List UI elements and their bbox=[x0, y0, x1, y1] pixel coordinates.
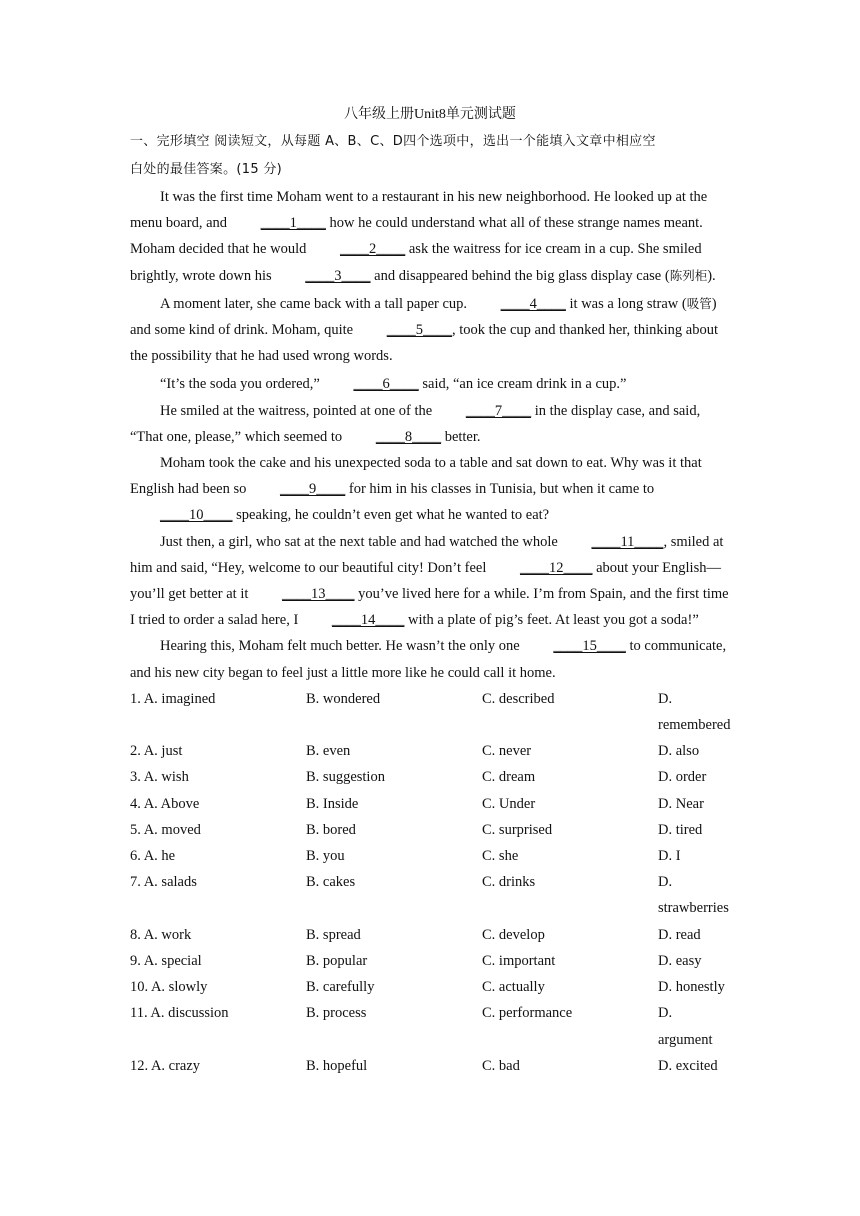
option-b: B. wondered bbox=[306, 690, 381, 707]
option-d: D. argument bbox=[658, 1005, 713, 1048]
option-c: C. dream bbox=[482, 769, 536, 786]
option-b: B. cakes bbox=[306, 874, 356, 891]
passage-text: how he could understand what all of these strange names meant. Moham decided that he would bbox=[130, 215, 703, 258]
question-row bbox=[130, 948, 730, 974]
blank-2: ____2____ bbox=[340, 241, 406, 258]
option-a: 6. A. he bbox=[130, 848, 176, 865]
option-c: C. described bbox=[482, 690, 555, 707]
option-b: B. Inside bbox=[306, 795, 359, 812]
blank-13: ____13____ bbox=[282, 586, 355, 603]
question-row bbox=[130, 738, 730, 764]
question-row bbox=[130, 686, 730, 738]
blank-15: ____15____ bbox=[553, 638, 626, 655]
question-row bbox=[130, 1053, 730, 1079]
option-a: 8. A. work bbox=[130, 926, 192, 943]
option-b: B. even bbox=[306, 743, 351, 760]
option-c: C. important bbox=[482, 952, 556, 969]
option-d: D. strawberries bbox=[658, 874, 729, 917]
page-title: 八年级上册Unit8单元测试题 bbox=[344, 107, 516, 122]
option-a: 12. A. crazy bbox=[130, 1057, 201, 1074]
passage-text: better. bbox=[441, 428, 481, 445]
question-row bbox=[130, 764, 730, 790]
option-b: B. process bbox=[306, 1005, 367, 1022]
option-c: C. bad bbox=[482, 1057, 520, 1074]
section-heading bbox=[130, 128, 730, 184]
section-heading-line1: 一、完形填空 阅读短文，从每题 A、B、C、D四个选项中，选出一个能填入文章中相应空 bbox=[130, 134, 656, 149]
blank-6: ____6____ bbox=[353, 376, 419, 393]
option-a: 9. A. special bbox=[130, 952, 202, 969]
option-a: 1. A. imagined bbox=[130, 690, 216, 707]
passage-paragraph bbox=[130, 529, 730, 634]
passage bbox=[130, 184, 730, 686]
option-c: C. drinks bbox=[482, 874, 536, 891]
blank-14: ____14____ bbox=[331, 612, 405, 629]
option-a: 2. A. just bbox=[130, 743, 183, 760]
passage-text: it was a long straw ( bbox=[565, 295, 687, 312]
option-c: C. she bbox=[482, 848, 519, 865]
option-a: 5. A. moved bbox=[130, 821, 201, 838]
passage-paragraph bbox=[130, 450, 730, 529]
option-b: B. spread bbox=[306, 926, 361, 943]
option-d: D. excited bbox=[658, 1057, 718, 1074]
passage-text: ) and some kind of drink. Moham, quite bbox=[130, 295, 717, 339]
question-row bbox=[130, 791, 730, 817]
blank-12: ____12____ bbox=[519, 559, 593, 576]
passage-paragraph bbox=[130, 291, 730, 370]
option-a: 11. A. discussion bbox=[130, 1005, 229, 1022]
blank-1: ____1____ bbox=[260, 215, 326, 232]
option-c: C. develop bbox=[482, 926, 545, 943]
question-list bbox=[130, 686, 730, 1079]
blank-11: ____11____ bbox=[591, 533, 664, 550]
option-a: 7. A. salads bbox=[130, 874, 197, 891]
question-row bbox=[130, 817, 730, 843]
option-b: B. popular bbox=[306, 952, 368, 969]
passage-paragraph bbox=[130, 184, 730, 289]
passage-text: ). bbox=[707, 267, 716, 284]
option-b: B. suggestion bbox=[306, 769, 385, 786]
option-a: 10. A. slowly bbox=[130, 979, 208, 996]
question-row bbox=[130, 974, 730, 1000]
question-row bbox=[130, 843, 730, 869]
passage-text: in the display case, and said, “That one, please,” which seemed to bbox=[130, 402, 701, 445]
option-d: D. remembered bbox=[658, 690, 731, 734]
option-d: D. tired bbox=[658, 821, 703, 838]
passage-paragraph bbox=[130, 633, 730, 685]
blank-7: ____7____ bbox=[465, 402, 532, 419]
section-heading-line2: 白处的最佳答案。(15 分) bbox=[130, 162, 283, 177]
option-a: 4. A. Above bbox=[130, 795, 200, 812]
option-a: 3. A. wish bbox=[130, 769, 189, 786]
passage-text: He smiled at the waitress, pointed at one of the bbox=[160, 402, 436, 419]
passage-text: and disappeared behind the big glass display case ( bbox=[370, 267, 670, 284]
blank-3: ____3____ bbox=[305, 267, 371, 284]
gloss-text: 吸管 bbox=[686, 295, 712, 311]
option-d: D. also bbox=[658, 743, 700, 760]
option-d: D. I bbox=[658, 848, 681, 865]
blank-10: ____10____ bbox=[160, 507, 233, 524]
question-row bbox=[130, 922, 730, 948]
worksheet-page bbox=[130, 100, 730, 1079]
question-row bbox=[130, 869, 730, 921]
passage-text: speaking, he couldn’t even get what he wanted to eat? bbox=[232, 507, 550, 524]
passage-text: Just then, a girl, who sat at the next table and had watched the whole bbox=[160, 533, 562, 550]
option-d: D. order bbox=[658, 769, 707, 786]
blank-4: ____4____ bbox=[500, 295, 566, 312]
passage-text: , took the cup and thanked her, thinking about the possibility that he had used wrong words. bbox=[130, 322, 718, 365]
option-b: B. you bbox=[306, 848, 345, 865]
passage-text: you’ve lived here for a while. I’m from Spain, and the first time I tried to order a salad here, I bbox=[130, 586, 729, 629]
option-d: D. easy bbox=[658, 952, 702, 969]
gloss-text: 陈列柜 bbox=[669, 267, 708, 283]
passage-text: Moham took the cake and his unexpected soda to a table and sat down to eat. Why was it that English had been so bbox=[130, 455, 702, 498]
passage-text: about your English—you’ll get better at it bbox=[130, 559, 721, 603]
option-c: C. performance bbox=[482, 1005, 573, 1022]
blank-8: ____8____ bbox=[375, 428, 442, 445]
passage-text: for him in his classes in Tunisia, but when it came to bbox=[345, 481, 655, 498]
option-c: C. Under bbox=[482, 795, 536, 812]
passage-text: ask the waitress for ice cream in a cup. She smiled brightly, wrote down his bbox=[130, 241, 702, 284]
passage-text: , smiled at him and said, “Hey, welcome to our beautiful city! Don’t feel bbox=[130, 533, 724, 576]
blank-5: ____5____ bbox=[386, 322, 452, 339]
passage-paragraph bbox=[130, 371, 730, 397]
option-d: D. honestly bbox=[658, 979, 725, 996]
option-c: C. never bbox=[482, 743, 532, 760]
passage-text: It was the first time Moham went to a restaurant in his new neighborhood. He looked up at the menu board, and bbox=[130, 189, 708, 232]
option-c: C. actually bbox=[482, 979, 545, 996]
option-d: D. Near bbox=[658, 795, 704, 812]
blank-9: ____9____ bbox=[280, 481, 346, 498]
option-b: B. bored bbox=[306, 821, 356, 838]
passage-text: with a plate of pig’s feet. At least you got a soda!” bbox=[404, 612, 699, 629]
option-b: B. hopeful bbox=[306, 1057, 368, 1074]
passage-text: to communicate, and his new city began to feel just a little more like he could call it home. bbox=[130, 638, 727, 681]
option-d: D. read bbox=[658, 926, 701, 943]
passage-paragraph bbox=[130, 398, 730, 450]
question-row bbox=[130, 1000, 730, 1052]
option-b: B. carefully bbox=[306, 979, 375, 996]
passage-text: “It’s the soda you ordered,” bbox=[160, 376, 324, 393]
option-c: C. surprised bbox=[482, 821, 553, 838]
passage-text: A moment later, she came back with a tall paper cup. bbox=[160, 295, 471, 312]
passage-text: said, “an ice cream drink in a cup.” bbox=[418, 376, 627, 393]
passage-text: Hearing this, Moham felt much better. He wasn’t the only one bbox=[160, 638, 524, 655]
